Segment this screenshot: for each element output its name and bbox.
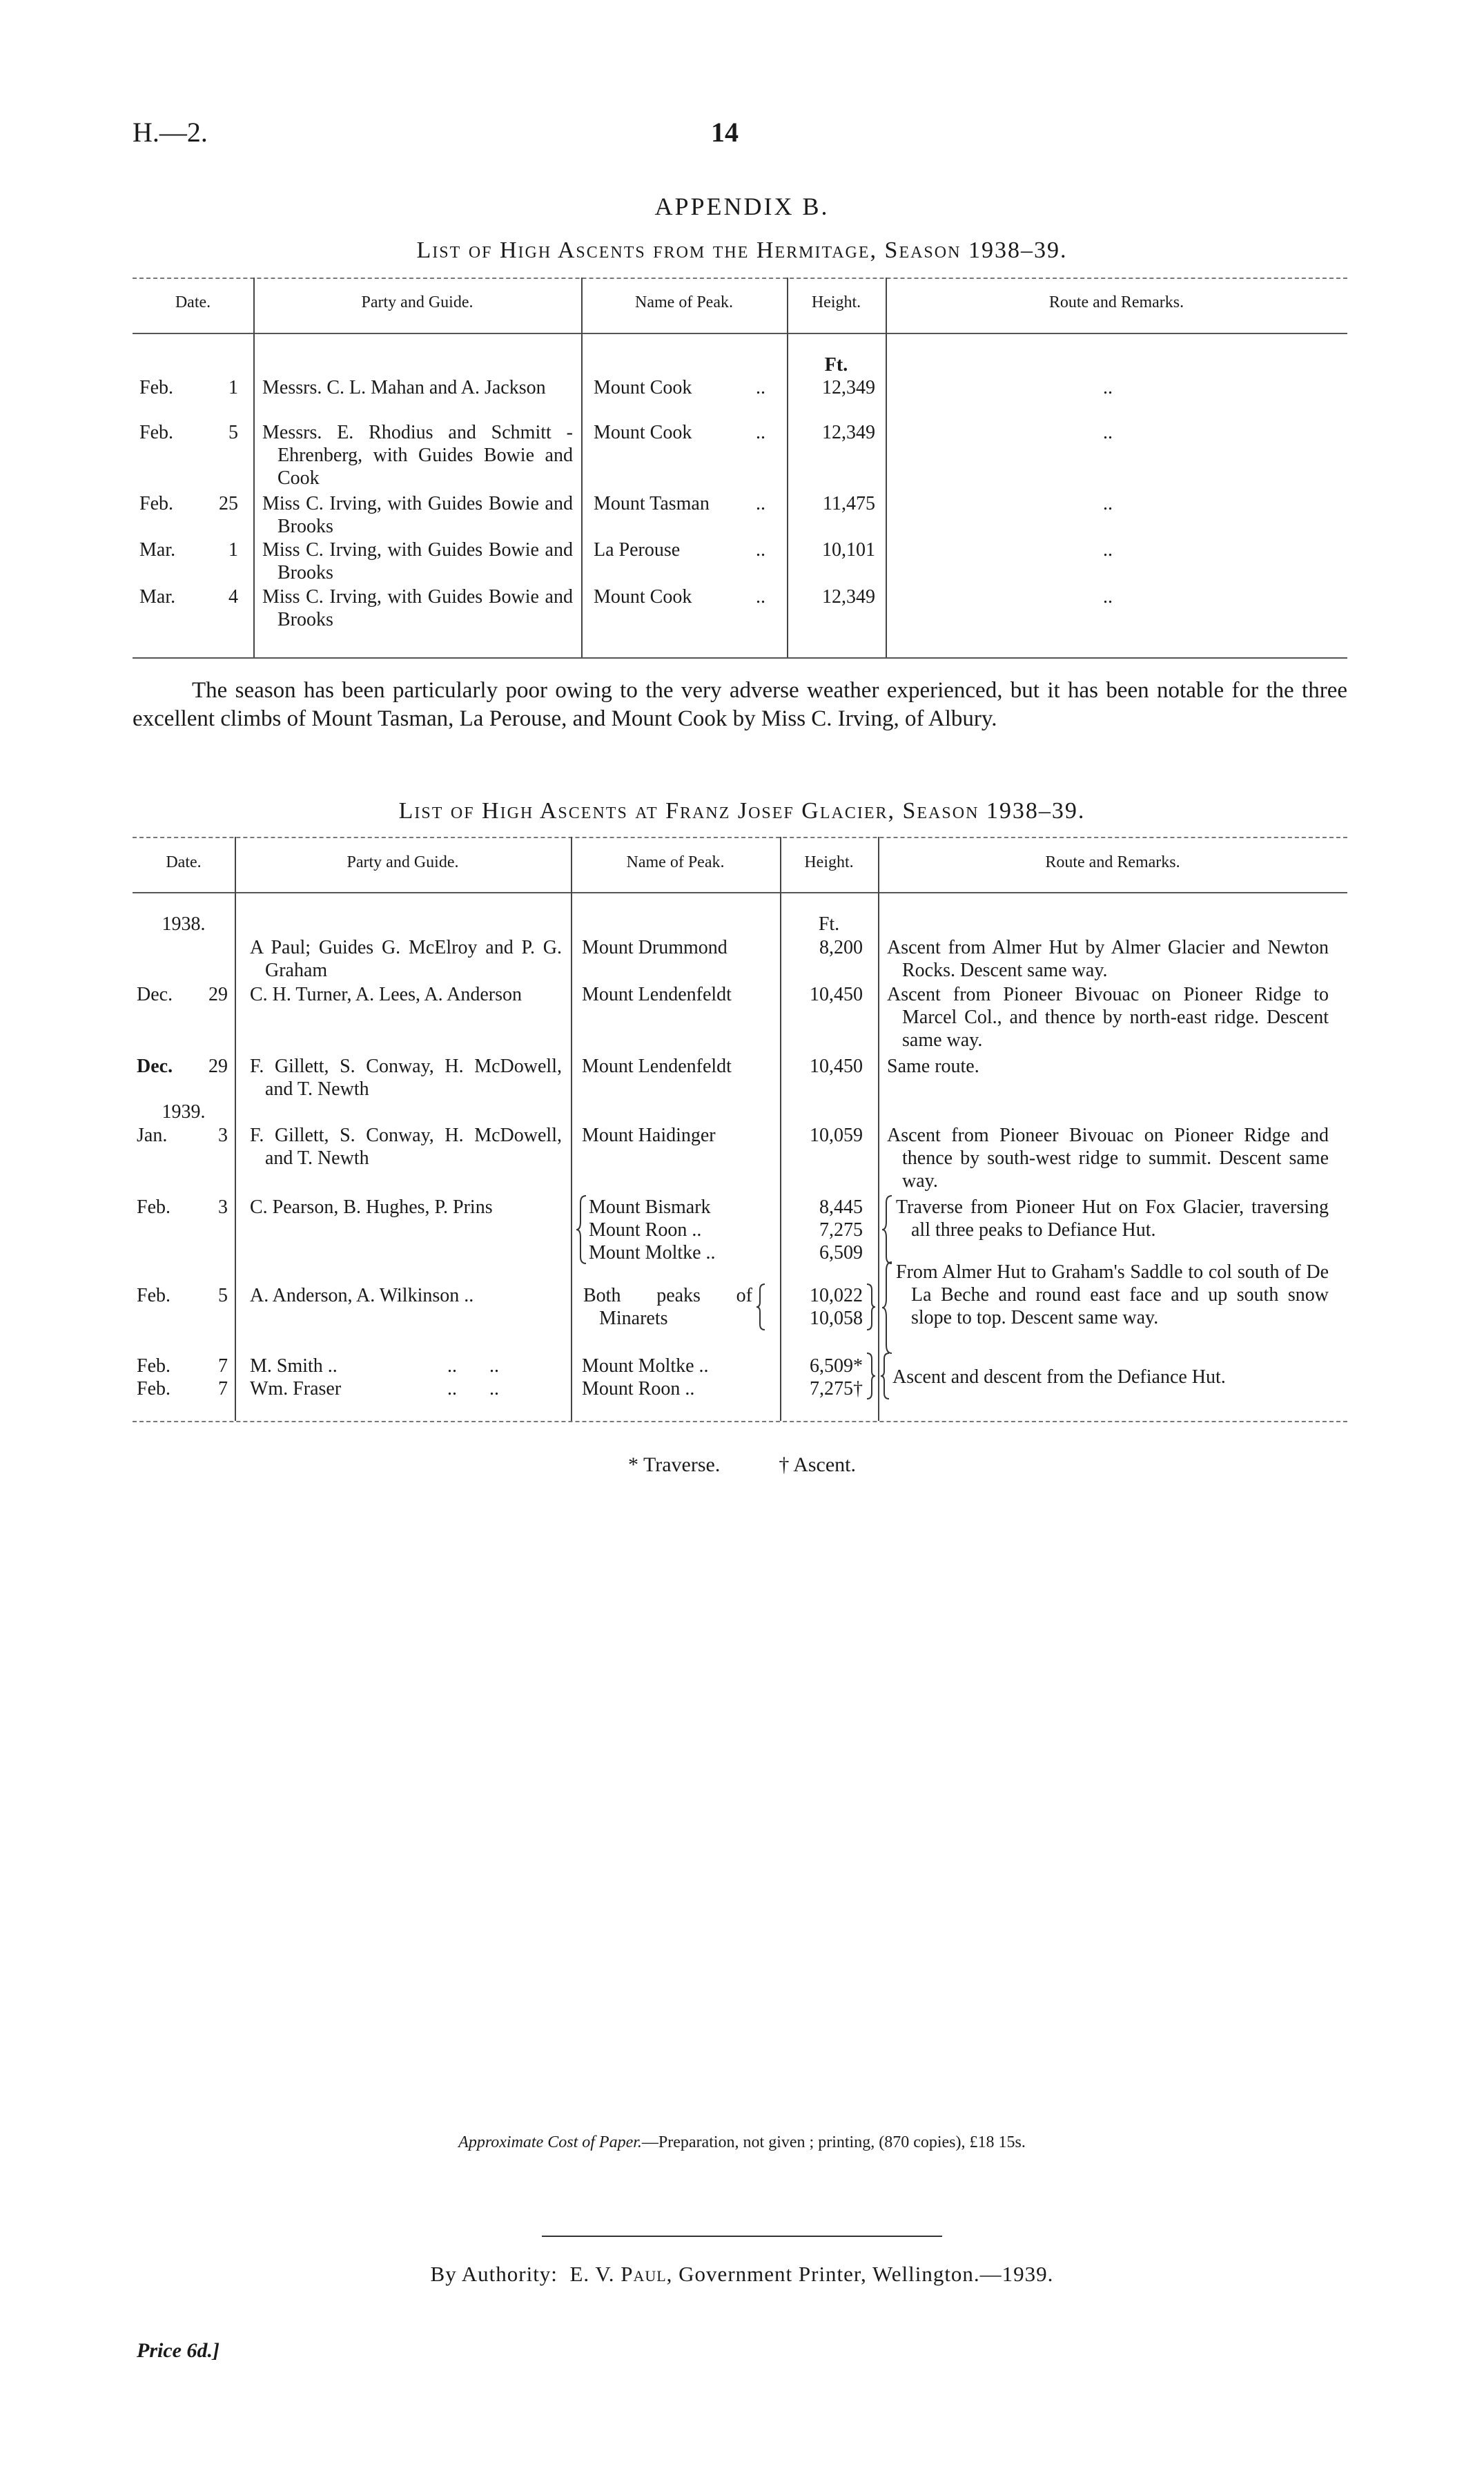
table2-caption: List of High Ascents at Franz Josef Glacier, Season 1938–39. <box>398 798 1086 824</box>
row-remarks: Ascent from Almer Hut by Almer Glacier and Newton Rocks. Descent same way. <box>887 937 1329 981</box>
price: Price 6d.] <box>137 2339 219 2362</box>
table1-divider <box>253 278 255 657</box>
row-peak: Mount Moltke .. <box>582 1355 709 1377</box>
row-peak: Mount Cook <box>594 586 692 608</box>
row-month: Feb. <box>139 377 173 398</box>
row-height: 10,450 <box>810 984 863 1005</box>
left-brace-icon <box>881 1261 893 1355</box>
table1-header-remarks: Route and Remarks. <box>1048 293 1184 311</box>
row-remarks: .. <box>1103 377 1113 398</box>
table1-header-date: Date. <box>175 293 211 311</box>
row-month: Feb. <box>137 1378 170 1399</box>
row-remarks: From Almer Hut to Graham's Saddle to col south of De La Beche and round east face and up south snow slope to top. Descent same way. <box>896 1261 1329 1328</box>
table2-header-remarks: Route and Remarks. <box>1045 853 1180 871</box>
row-height: 6,509* <box>810 1355 863 1377</box>
row-party: Miss C. Irving, with Guides Bowie and Brooks <box>262 586 573 630</box>
row-day: 5 <box>228 422 238 443</box>
row-height: 10,101 <box>822 539 875 561</box>
row-height: 12,349 <box>822 377 875 398</box>
row-remarks: Traverse from Pioneer Hut on Fox Glacier, traversing all three peaks to Defiance Hut. <box>896 1196 1329 1241</box>
row-party: F. Gillett, S. Conway, H. McDowell, and T. Newth <box>250 1056 562 1100</box>
row-month: Mar. <box>139 586 176 608</box>
year-1939: 1939. <box>162 1101 206 1123</box>
table2-divider <box>878 837 879 1421</box>
row-party: Wm. Fraser <box>250 1378 342 1399</box>
table1-divider <box>581 278 583 657</box>
row-peak-1: Both peaks of <box>583 1285 752 1306</box>
row-day: 25 <box>219 493 238 514</box>
row-party: F. Gillett, S. Conway, H. McDowell, and T. Newth <box>250 1125 562 1169</box>
row-day: 29 <box>208 984 228 1005</box>
row-party: Miss C. Irving, with Guides Bowie and Brooks <box>262 493 573 537</box>
row-peak: Mount Haidinger <box>582 1125 716 1146</box>
row-party: C. Pearson, B. Hughes, P. Prins <box>250 1196 493 1218</box>
approx-label: Approximate Cost of Paper. <box>458 2133 642 2151</box>
approximate-cost <box>0 2133 1484 2152</box>
table2-header-date: Date. <box>166 853 202 871</box>
row-day: 3 <box>218 1196 228 1218</box>
row-peak: Mount Tasman <box>594 493 710 514</box>
row-height-1: 8,445 <box>819 1196 863 1218</box>
right-brace-icon <box>866 1352 877 1400</box>
row-peak: Mount Drummond <box>582 937 728 958</box>
row-party-dots: .. .. <box>447 1355 499 1377</box>
table1-header-height: Height. <box>811 293 861 311</box>
row-remarks: Ascent from Pioneer Bivouac on Pioneer Ridge and thence by south-west ridge to summit. Descent same way. <box>887 1125 1329 1192</box>
approx-text: —Preparation, not given ; printing, (870 copies), £18 15s. <box>641 2133 1026 2151</box>
table2-header-height: Height. <box>804 853 854 871</box>
row-height: 10,059 <box>810 1125 863 1146</box>
left-brace-icon <box>575 1194 587 1265</box>
row-day: 5 <box>218 1285 228 1306</box>
printer-authority <box>0 2262 1484 2287</box>
row-party: A. Anderson, A. Wilkinson .. <box>250 1285 474 1306</box>
row-party: Messrs. E. Rhodius and Schmitt - Ehrenberg, with Guides Bowie and Cook <box>262 422 573 489</box>
row-height: 7,275† <box>810 1378 863 1399</box>
row-party: M. Smith .. <box>250 1355 338 1377</box>
row-remarks: Ascent and descent from the Defiance Hut. <box>892 1366 1226 1388</box>
left-brace-icon <box>879 1352 890 1400</box>
footnote-traverse: * Traverse. <box>628 1453 721 1476</box>
row-peak-3: Mount Moltke .. <box>589 1242 716 1263</box>
row-remarks: Same route. <box>887 1056 979 1077</box>
row-peak-dots: .. <box>756 539 765 561</box>
row-height: 12,349 <box>822 422 875 443</box>
row-peak-dots: .. <box>756 377 765 398</box>
row-peak: Mount Cook <box>594 377 692 398</box>
row-remarks: .. <box>1103 539 1113 561</box>
row-party: C. H. Turner, A. Lees, A. Anderson <box>250 984 522 1005</box>
table1-top-rule <box>133 278 1347 279</box>
row-height-2: 10,058 <box>810 1308 863 1329</box>
row-remarks: .. <box>1103 493 1113 514</box>
row-day: 29 <box>208 1056 228 1077</box>
page-number: 14 <box>711 117 739 148</box>
row-day: 1 <box>228 539 238 561</box>
row-party: A Paul; Guides G. McElroy and P. G. Graham <box>250 937 562 981</box>
row-peak: La Perouse <box>594 539 681 561</box>
left-brace-icon <box>755 1283 766 1331</box>
table1-bottom-rule <box>133 657 1347 659</box>
table2-top-rule <box>133 837 1347 838</box>
row-month: Feb. <box>137 1285 170 1306</box>
row-month: Dec. <box>137 984 173 1005</box>
row-month: Mar. <box>139 539 176 561</box>
table2-divider <box>571 837 572 1421</box>
table1-divider <box>886 278 887 657</box>
row-day: 7 <box>218 1378 228 1399</box>
left-brace-icon <box>881 1194 893 1265</box>
row-height: 8,200 <box>819 937 863 958</box>
document-code: H.—2. <box>133 117 208 148</box>
row-peak: Mount Cook <box>594 422 692 443</box>
row-height-3: 6,509 <box>819 1242 863 1263</box>
row-day: 7 <box>218 1355 228 1377</box>
table1-header-rule <box>133 333 1347 334</box>
table1-header-party: Party and Guide. <box>361 293 473 311</box>
row-height-1: 10,022 <box>810 1285 863 1306</box>
row-party: Miss C. Irving, with Guides Bowie and Brooks <box>262 539 573 583</box>
table2-header-party: Party and Guide. <box>346 853 459 871</box>
right-brace-icon <box>866 1283 877 1331</box>
row-peak-2: Mount Roon .. <box>589 1219 702 1241</box>
row-peak-2: Minarets <box>599 1308 668 1329</box>
row-height: 12,349 <box>822 586 875 608</box>
row-day: 1 <box>228 377 238 398</box>
row-day: 3 <box>218 1125 228 1146</box>
table2-header-peak: Name of Peak. <box>626 853 725 871</box>
row-height: 11,475 <box>823 493 875 514</box>
row-month: Feb. <box>137 1196 170 1218</box>
year-1938: 1938. <box>162 913 206 935</box>
row-month: Feb. <box>137 1355 170 1377</box>
row-peak-1: Mount Bismark <box>589 1196 711 1218</box>
row-remarks: .. <box>1103 422 1113 443</box>
row-remarks: Ascent from Pioneer Bivouac on Pioneer Ridge to Marcel Col., and thence by north-east ridge. Descent same way. <box>887 984 1329 1051</box>
table2-unit: Ft. <box>818 913 840 935</box>
row-peak-dots: .. <box>756 586 765 608</box>
row-peak-dots: .. <box>756 422 765 443</box>
table1-unit: Ft. <box>824 354 848 376</box>
table1-caption: List of High Ascents from the Hermitage, Season 1938–39. <box>416 238 1068 263</box>
table-footnote <box>0 1453 1484 1477</box>
authority-name: E. V. Paul, <box>569 2262 673 2286</box>
row-peak-dots: .. <box>756 493 765 514</box>
row-month: Dec. <box>137 1056 173 1077</box>
appendix-title: APPENDIX B. <box>654 193 830 220</box>
table2-bottom-rule <box>133 1421 1347 1422</box>
row-remarks: .. <box>1103 586 1113 608</box>
row-day: 4 <box>228 586 238 608</box>
row-height: 10,450 <box>810 1056 863 1077</box>
table2-divider <box>235 837 236 1421</box>
table2-header-rule <box>133 892 1347 893</box>
row-height-2: 7,275 <box>819 1219 863 1241</box>
authority-prefix: By Authority: <box>430 2262 558 2286</box>
row-month: Feb. <box>139 493 173 514</box>
row-month: Feb. <box>139 422 173 443</box>
row-party: Messrs. C. L. Mahan and A. Jackson <box>262 377 546 398</box>
row-party-dots: .. .. <box>447 1378 499 1399</box>
footnote-ascent: † Ascent. <box>779 1453 856 1476</box>
season-note: The season has been particularly poor owing to the very adverse weather experienced, but it has been notable for the three excellent climbs of Mount Tasman, La Perouse, and Mount Cook by Miss C. Irving, of Albury. <box>133 678 1347 731</box>
row-peak: Mount Lendenfeldt <box>582 1056 732 1077</box>
row-peak: Mount Roon .. <box>582 1378 695 1399</box>
authority-suffix: Government Printer, Wellington.—1939. <box>678 2262 1054 2286</box>
row-peak: Mount Lendenfeldt <box>582 984 732 1005</box>
authority-rule <box>542 2236 942 2237</box>
table1-header-peak: Name of Peak. <box>635 293 733 311</box>
row-month: Jan. <box>137 1125 168 1146</box>
